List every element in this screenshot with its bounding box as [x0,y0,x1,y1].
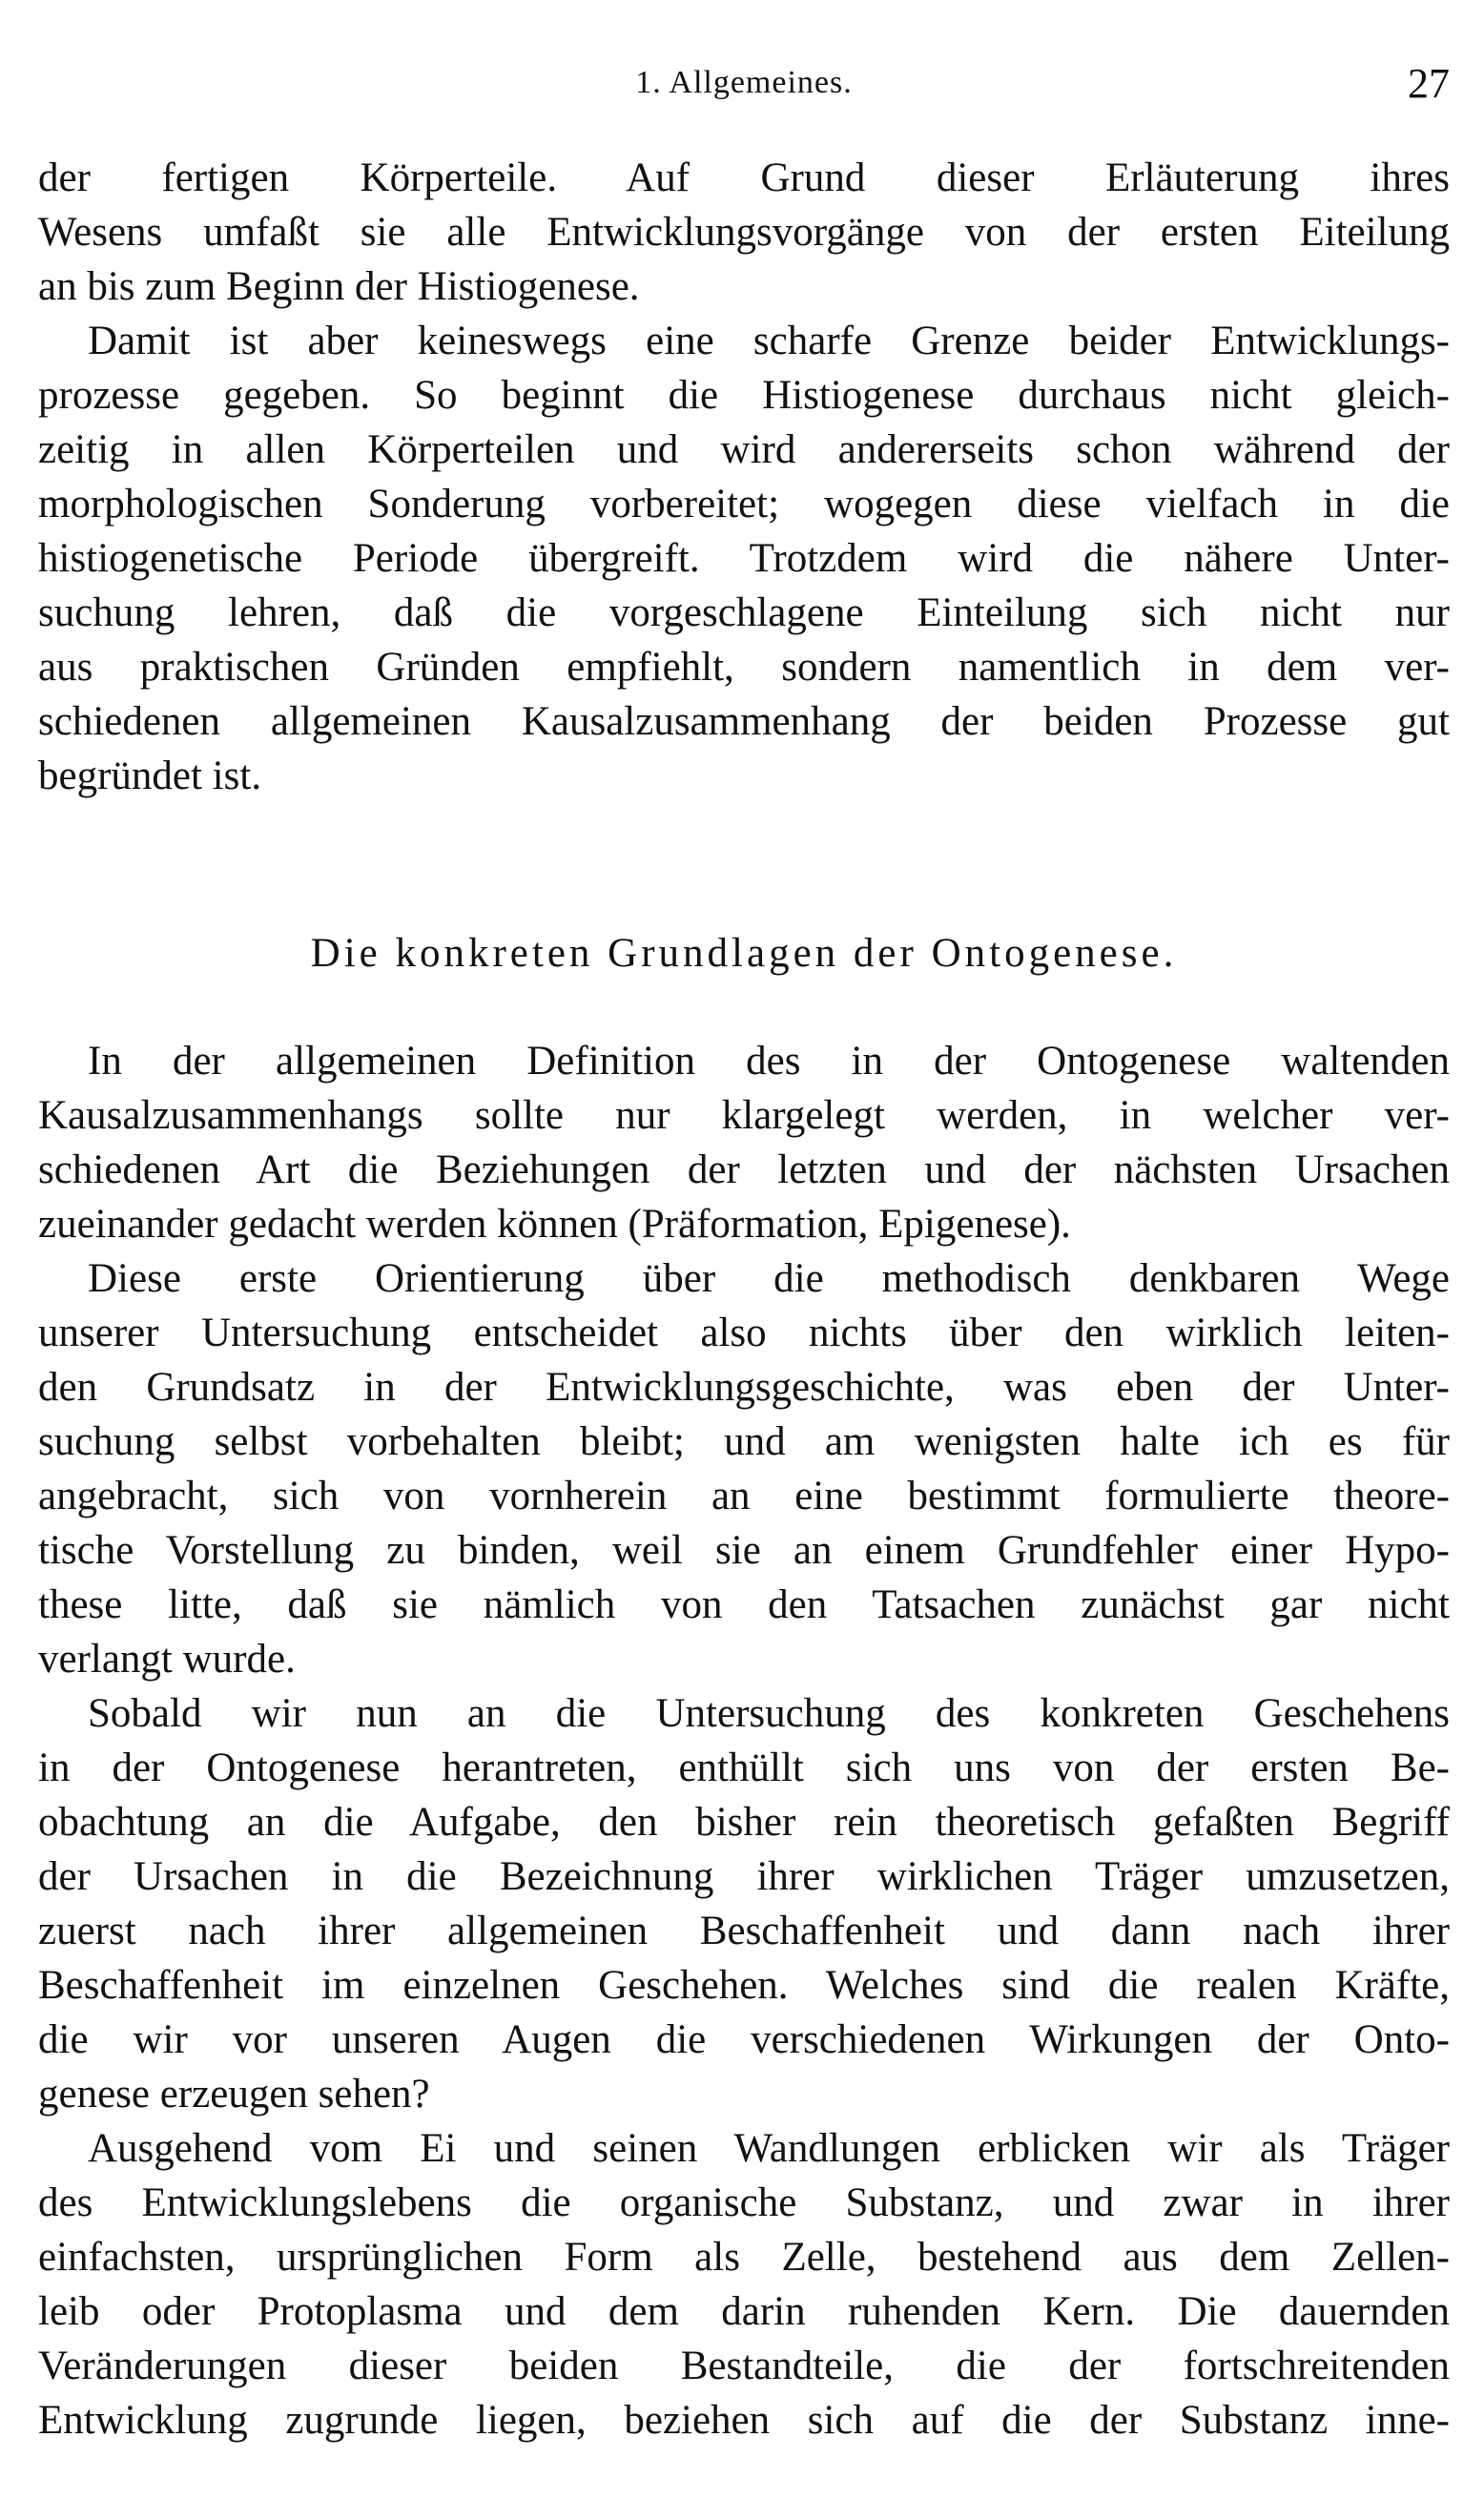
text-line: Ausgehend vom Ei und seinen Wandlungen erblicken wir als Träger [88,2126,1450,2171]
text-line: Veränderungen dieser beiden Bestandteile, die der fortschreitenden [38,2344,1450,2388]
text-line: an bis zum Beginn der Histiogenese. [38,264,640,309]
paragraph-6 [38,2121,1450,2448]
text-line: aus praktischen Gründen empfiehlt, sondern namentlich in dem ver- [38,645,1450,690]
text-line: morphologischen Sonderung vorbereitet; wogegen diese vielfach in die [38,482,1450,527]
upper-text-block [38,151,1450,803]
text-line: den Grundsatz in der Entwicklungsgeschichte, was eben der Unter- [38,1365,1450,1410]
text-line: obachtung an die Aufgabe, den bisher rein theoretisch gefaßten Begriff [38,1800,1450,1845]
text-line: der Ursachen in die Bezeichnung ihrer wirklichen Träger umzusetzen, [38,1854,1450,1899]
text-line: zuerst nach ihrer allgemeinen Beschaffenheit und dann nach ihrer [38,1909,1450,1953]
text-line: leib oder Protoplasma und dem darin ruhenden Kern. Die dauernden [38,2289,1450,2334]
text-line: unserer Untersuchung entscheidet also nichts über den wirklich leiten- [38,1311,1450,1355]
paragraph-4 [38,1251,1450,1686]
text-line: die wir vor unseren Augen die verschiedenen Wirkungen der Onto- [38,2017,1450,2062]
text-line: Wesens umfaßt sie alle Entwicklungsvorgänge von der ersten Eiteilung [38,210,1450,255]
running-title: 1. Allgemeines. [635,65,853,100]
paragraph-3 [38,1034,1450,1251]
running-head [38,59,1450,116]
text-line: In der allgemeinen Definition des in der Ontogenese waltenden [88,1039,1450,1084]
text-line: der fertigen Körperteile. Auf Grund dieser Erläuterung ihres [38,155,1450,200]
section-heading: Die konkreten Grundlagen der Ontogenese. [310,931,1178,976]
paragraph-2 [38,314,1450,803]
lower-text-block [38,1034,1450,2448]
text-line: histiogenetische Periode übergreift. Trotzdem wird die nähere Unter- [38,536,1450,581]
text-line: genese erzeugen sehen? [38,2072,430,2117]
text-line: suchung selbst vorbehalten bleibt; und am wenigsten halte ich es für [38,1419,1450,1464]
text-line: tische Vorstellung zu binden, weil sie an einem Grundfehler einer Hypo- [38,1528,1450,1573]
text-line: prozesse gegeben. So beginnt die Histiogenese durchaus nicht gleich- [38,373,1450,418]
text-line: einfachsten, ursprünglichen Form als Zelle, bestehend aus dem Zellen- [38,2235,1450,2280]
paragraph-1 [38,151,1450,314]
text-line: verlangt wurde. [38,1637,296,1682]
text-line: begründet ist. [38,754,262,798]
text-line: Sobald wir nun an die Untersuchung des konkreten Geschehens [88,1691,1450,1736]
text-line: Diese erste Orientierung über die methodisch denkbaren Wege [88,1256,1450,1301]
text-line: schiedenen Art die Beziehungen der letzten und der nächsten Ursachen [38,1147,1450,1192]
text-line: these litte, daß sie nämlich von den Tatsachen zunächst gar nicht [38,1582,1450,1627]
text-line: Entwicklung zugrunde liegen, beziehen sich auf die der Substanz inne- [38,2398,1450,2443]
text-line: Kausalzusammenhangs sollte nur klargelegt werden, in welcher ver- [38,1093,1450,1138]
text-line: zueinander gedacht werden können (Präformation, Epigenese). [38,1202,1071,1247]
text-line: in der Ontogenese herantreten, enthüllt sich uns von der ersten Be- [38,1745,1450,1790]
text-line: angebracht, sich von vornherein an eine bestimmt formulierte theore- [38,1474,1450,1518]
text-line: suchung lehren, daß die vorgeschlagene Einteilung sich nicht nur [38,590,1450,635]
text-line: schiedenen allgemeinen Kausalzusammenhang der beiden Prozesse gut [38,699,1450,744]
text-line: zeitig in allen Körperteilen und wird andererseits schon während der [38,427,1450,472]
text-line: des Entwicklungslebens die organische Substanz, und zwar in ihrer [38,2180,1450,2225]
text-line: Damit ist aber keineswegs eine scharfe Grenze beider Entwicklungs- [88,319,1450,363]
paragraph-5 [38,1686,1450,2121]
text-line: Beschaffenheit im einzelnen Geschehen. Welches sind die realen Kräfte, [38,1963,1450,2008]
page-number: 27 [1408,60,1450,107]
